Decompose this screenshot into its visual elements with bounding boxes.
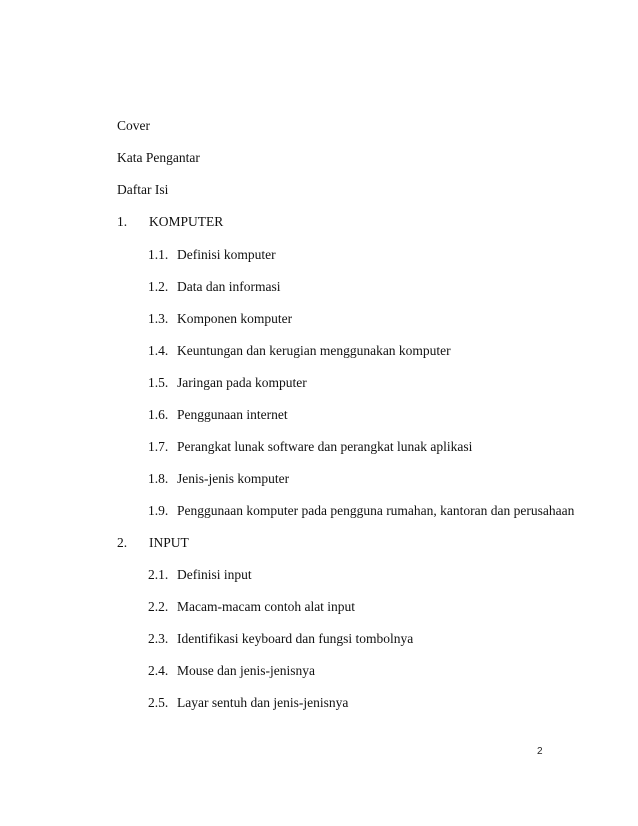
section-title: Definisi input: [177, 567, 252, 582]
section-title: Layar sentuh dan jenis-jenisnya: [177, 695, 349, 710]
section-title: Definisi komputer: [177, 247, 276, 262]
section-number: 2.1.: [148, 567, 169, 582]
chapter-title: INPUT: [149, 535, 189, 550]
toc-entry-daftar-isi: [117, 182, 168, 198]
section-number: 1.3.: [148, 311, 169, 326]
section-title: Identifikasi keyboard dan fungsi tombolnya: [177, 631, 414, 646]
chapter-number: 1.: [117, 214, 128, 229]
section-title: Jaringan pada komputer: [177, 375, 307, 390]
section-number: 1.2.: [148, 279, 169, 294]
section-title: Penggunaan internet: [177, 407, 288, 422]
section-title: Macam-macam contoh alat input: [177, 599, 356, 614]
toc-entry-kata-pengantar: [117, 150, 200, 166]
section-number: 1.7.: [148, 439, 169, 454]
toc-entry-cover: [117, 118, 150, 134]
section-number: 1.9.: [148, 503, 169, 518]
toc-entry-label: Kata Pengantar: [117, 150, 200, 165]
section-title: Komponen komputer: [177, 311, 293, 326]
chapter-title: KOMPUTER: [149, 214, 224, 229]
section-title: Keuntungan dan kerugian menggunakan komputer: [177, 343, 451, 358]
section-number: 1.8.: [148, 471, 169, 486]
section-title: Penggunaan komputer pada pengguna rumahan, kantoran dan perusahaan: [177, 503, 575, 518]
section-number: 1.6.: [148, 407, 169, 422]
chapter-number: 2.: [117, 535, 128, 550]
section-number: 2.3.: [148, 631, 169, 646]
toc-entry-label: Cover: [117, 118, 150, 133]
section-number: 2.4.: [148, 663, 169, 678]
section-number: 2.2.: [148, 599, 169, 614]
section-number: 1.4.: [148, 343, 169, 358]
page-number: 2: [537, 746, 543, 757]
toc-entry-label: Daftar Isi: [117, 182, 169, 197]
section-title: Mouse dan jenis-jenisnya: [177, 663, 315, 678]
section-title: Perangkat lunak software dan perangkat lunak aplikasi: [177, 439, 473, 454]
section-title: Data dan informasi: [177, 279, 281, 294]
section-title: Jenis-jenis komputer: [177, 471, 290, 486]
section-number: 1.1.: [148, 247, 169, 262]
section-number: 2.5.: [148, 695, 169, 710]
section-number: 1.5.: [148, 375, 169, 390]
